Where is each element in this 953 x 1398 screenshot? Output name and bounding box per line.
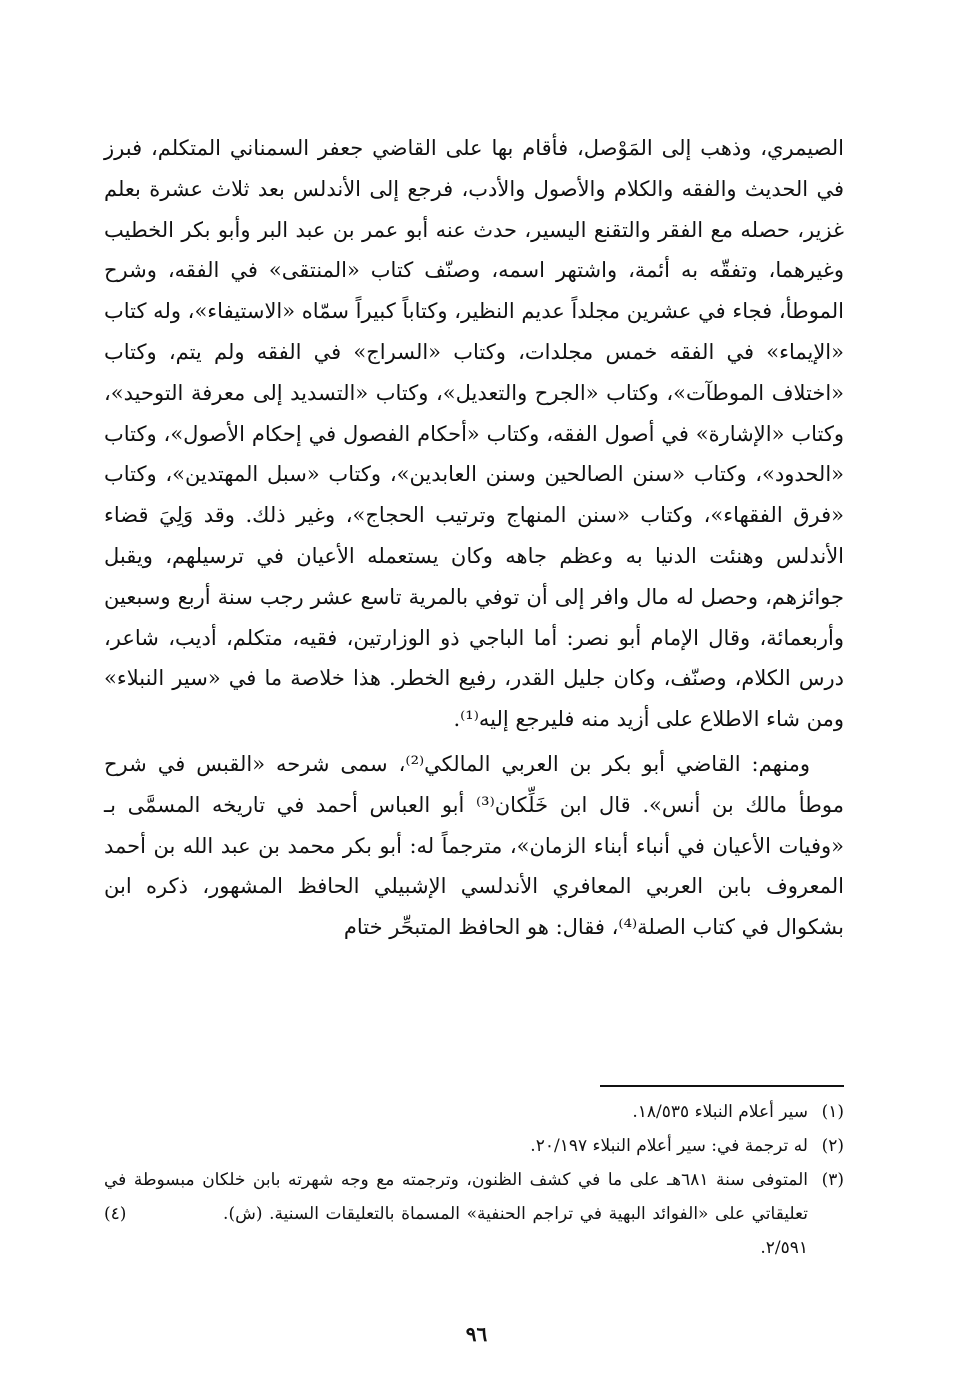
- footnote-number: (٣): [821, 1170, 844, 1190]
- footnote-text: له ترجمة في: سير أعلام النبلاء ٢٠/١٩٧.: [530, 1136, 808, 1156]
- footnote-separator: [600, 1085, 844, 1087]
- footnote: [104, 1129, 844, 1163]
- paragraph: الصيمري، وذهب إلى المَوْصل، فأقام بها على القاضي جعفر السمناني المتكلم، فبرز في الحديث والفقه والكلام والأصول والأدب، فرجع إلى الأندلس بعد ثلاث عشرة بعلم غزير، حصله مع الفقر والتقنع اليسير، حدث عنه أبو عمر بن عبد البر وأبو بكر الخطيب وغيرهما، وتفقّه به أئمة، واشتهر اسمه، وصنّف كتاب «المنتقى» في الفقه، وشرح الموطأ، فجاء في عشرين مجلداً عديم النظير، وكتاباً كبيراً سمّاه «الاستيفاء»، وله كتاب «الإيماء» في الفقه خمس مجلدات، وكتاب «السراج» في الفقه ولم يتم، وكتاب «اختلاف الموطآت»، وكتاب «الجرح والتعديل»، وكتاب «التسديد إلى معرفة التوحيد»، وكتاب «الإشارة» في أصول الفقه، وكتاب «أحكام الفصول في إحكام الأصول»، وكتاب «الحدود»، وكتاب «سنن الصالحين وسنن العابدين»، وكتاب «سبل المهتدين»، وكتاب «فرق الفقهاء»، وكتاب «سنن المنهاج وترتيب الحجاج»، وغير ذلك. وقد وَلِيَ قضاء الأندلس وهنئت الدنيا به وعظم جاهه وكان يستعمله الأعيان في ترسيلهم، ويقبل جوائزهم، وحصل له مال وافر إلى أن توفي بالمرية تاسع عشر رجب سنة أربع وسبعين وأربعمائة، وقال الإمام أبو نصر: أما الباجي ذو الوزارتين، فقيه، متكلم، أديب، شاعر، درس الكلام، وصنّف، وكان جليل القدر، رفيع الخطر. هذا خلاصة ما في «سير النبلاء» ومن شاء الاطلاع على أزيد منه فليرجع إليه⁽¹⁾.: [104, 136, 844, 732]
- footnote-number: (١): [821, 1102, 844, 1122]
- footnote-text: ٢/٥٩١.: [760, 1238, 808, 1258]
- paragraph: ومنهم: القاضي أبو بكر بن العربي المالكي⁽²⁾، سمى شرحه «القبس في شرح موطأ مالك بن أنس». قال ابن خَلِّكان⁽³⁾ أبو العباس أحمد في تاريخه المسمَّى بـ «وفيات الأعيان في أنباء أبناء الزمان»، مترجماً له: أبو بكر محمد بن عبد الله بن أحمد المعروف بابن العربي المعافري الأندلسي الإشبيلي الحافظ المشهور، ذكره ابن بشكوال في كتاب الصلة⁽⁴⁾، فقال: هو الحافظ المتبحِّر ختام: [104, 751, 844, 940]
- footnote-number: (٤): [104, 1204, 127, 1224]
- footnote-text: سير أعلام النبلاء ١٨/٥٣٥.: [632, 1102, 808, 1122]
- page-number: ٩٦: [465, 1322, 488, 1346]
- footnote: [104, 1163, 844, 1265]
- footnote: [104, 1095, 844, 1129]
- footnotes: [104, 1095, 844, 1265]
- footnote-number: (٢): [821, 1136, 844, 1156]
- main-text: [104, 128, 844, 948]
- footnote-text: المتوفى سنة ٦٨١هـ على ما في كشف الظنون، وترجمته مع وجه شهرته بابن خلكان مبسوطة في تعليقاتي على «الفوائد البهية في تراجم الحنفية» المسماة بالتعليقات السنية. (ش).: [104, 1170, 808, 1224]
